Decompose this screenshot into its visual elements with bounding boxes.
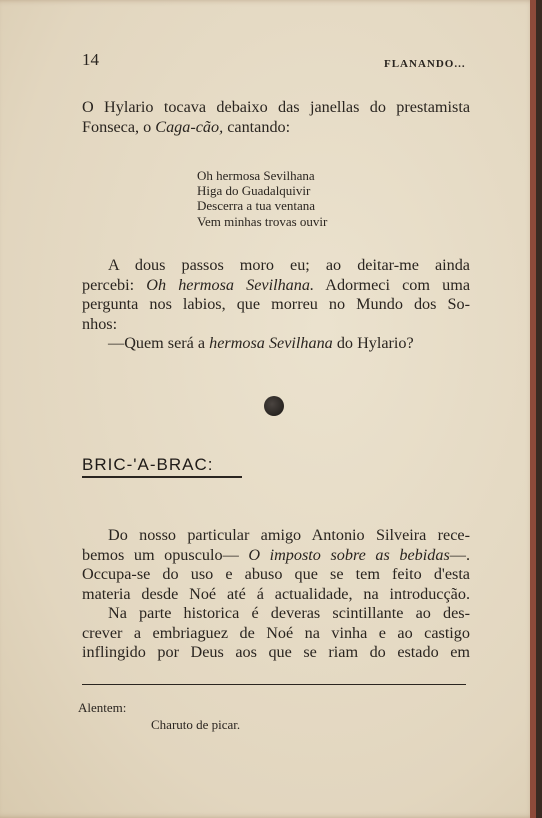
italic-name: Caga-cão, — [155, 117, 224, 136]
section-underline — [82, 476, 242, 478]
italic-phrase: Oh hermosa Sevilhana. — [146, 275, 314, 294]
text-line: crever a embriaguez de Noé na vinha e ao castigo — [82, 623, 470, 642]
footer-label: Alentem: — [78, 700, 127, 715]
text-line: Na parte historica é deveras scintillante ao des- — [108, 604, 470, 622]
text-span: —. — [449, 545, 470, 564]
text-line — [82, 118, 470, 138]
text-span: percebi: — [82, 275, 147, 294]
poem-line: Descerra a tua ventana — [197, 198, 316, 214]
text-line: pergunta nos labios, que morreu no Mundo dos So- — [82, 295, 470, 313]
text-line — [82, 276, 470, 296]
text-line: A dous passos moro eu; ao deitar-me ainda — [108, 256, 470, 274]
text-line: Do nosso particular amigo Antonio Silveira rece- — [108, 526, 470, 544]
running-head: FLANANDO... — [384, 58, 466, 70]
poem-verse — [197, 168, 327, 229]
section-ornament — [264, 396, 284, 416]
text-line: Occupa-se do uso e abuso que se tem feito d'esta — [82, 565, 470, 583]
text-span: Fonseca, o — [82, 117, 156, 136]
text-span: bemos um opusculo— — [82, 545, 249, 564]
second-paragraph — [82, 256, 470, 354]
text-line: nhos: — [82, 314, 118, 333]
poem-line: Oh hermosa Sevilhana — [197, 168, 315, 183]
text-line: materia desde Noé até á actualidade, na introducção. — [82, 584, 470, 603]
italic-phrase: hermosa Sevilhana — [209, 334, 333, 352]
text-line — [82, 334, 470, 354]
poem-line: Higa do Guadalquivir — [197, 183, 311, 199]
text-line: inflingido por Deus aos que se riam do estado em — [82, 643, 470, 661]
footer-text: Charuto de picar. — [151, 717, 241, 732]
article-paragraph — [82, 526, 470, 663]
section-title: BRIC-'A-BRAC: — [82, 455, 214, 474]
text-span: —Quem será a — [108, 334, 210, 352]
text-line — [82, 546, 470, 566]
italic-title: O imposto sobre as bebidas — [248, 545, 450, 564]
poem-line: Vem minhas trovas ouvir — [197, 213, 328, 229]
text-span: cantando: — [223, 117, 291, 136]
book-spine-edge — [530, 0, 536, 818]
text-span: Adormeci com uma — [314, 275, 471, 294]
text-line: O Hylario tocava debaixo das janellas do prestamista — [82, 98, 470, 116]
text-span: do Hylario? — [332, 334, 414, 352]
footer-rule — [82, 684, 466, 685]
page-number: 14 — [82, 50, 99, 69]
intro-paragraph — [82, 98, 470, 137]
